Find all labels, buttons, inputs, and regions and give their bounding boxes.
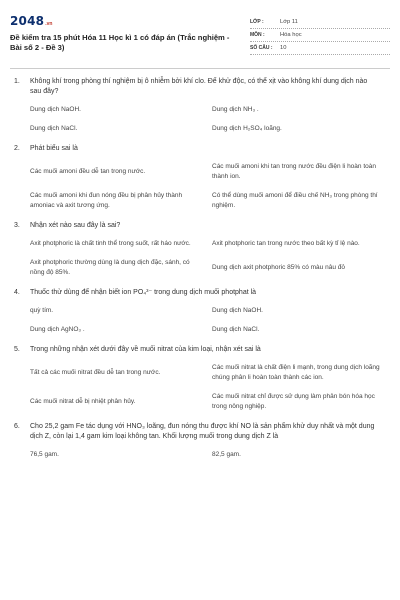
question-text: Trong những nhận xét dưới đây về muối nitrat của kim loại, nhận xét sai là xyxy=(30,346,261,353)
question-list xyxy=(10,69,390,460)
option-text: Dung dịch NaOH. xyxy=(212,307,263,314)
option-text: Dung dịch NaOH. xyxy=(30,106,81,113)
logo-sub: .vn xyxy=(45,21,53,27)
logo[interactable] xyxy=(10,14,235,28)
option-text: 76,5 gam. xyxy=(30,451,59,458)
logo-main: 2048 xyxy=(10,14,45,28)
option-text: Axit photphoric tan trong nước theo bất kỳ tỉ lệ nào. xyxy=(212,240,360,247)
option-a[interactable] xyxy=(30,450,202,460)
option-c[interactable] xyxy=(30,325,202,335)
option-text: Các muối amoni khi tan trong nước đều điện li hoàn toàn thành ion. xyxy=(212,163,376,180)
question xyxy=(10,144,390,211)
option-d[interactable] xyxy=(212,258,384,278)
options xyxy=(10,306,390,335)
info-label: LỚP : xyxy=(250,19,264,25)
info-label: MÔN : xyxy=(250,32,265,38)
question-stem xyxy=(10,345,390,355)
option-a[interactable] xyxy=(30,239,202,249)
header-left xyxy=(10,14,235,62)
info-table xyxy=(250,14,390,62)
option-text: Các muối nitrat dễ bị nhiệt phân hủy. xyxy=(30,398,136,405)
question-text: Không khí trong phòng thí nghiệm bị ô nhiễm bởi khí clo. Để khử độc, có thể xịt vào không khí dung dịch nào sau đây? xyxy=(30,78,368,95)
question-stem xyxy=(10,221,390,231)
question-stem xyxy=(10,422,390,442)
option-b[interactable] xyxy=(212,162,384,182)
option-text: Axit photphoric thường dùng là dung dịch đặc, sánh, có nồng độ 85%. xyxy=(30,259,190,276)
option-text: 82,5 gam. xyxy=(212,451,241,458)
options xyxy=(10,239,390,278)
question xyxy=(10,77,390,134)
option-text: quỳ tím. xyxy=(30,307,54,314)
option-text: Dung dịch NaCl. xyxy=(30,125,78,132)
option-b[interactable] xyxy=(212,450,384,460)
info-row-class xyxy=(250,16,390,29)
option-c[interactable] xyxy=(30,392,202,412)
question-number: 5. xyxy=(14,346,20,353)
question-text: Thuốc thử dùng để nhận biết ion PO₄³⁻ trong dung dịch muối photphat là xyxy=(30,289,257,296)
option-c[interactable] xyxy=(30,191,202,211)
option-d[interactable] xyxy=(212,124,384,134)
info-value: Hóa học xyxy=(280,32,302,38)
option-d[interactable] xyxy=(212,325,384,335)
header xyxy=(10,0,390,62)
question-stem xyxy=(10,77,390,97)
info-value: Lớp 11 xyxy=(280,19,298,25)
info-value: 10 xyxy=(280,45,287,51)
options xyxy=(10,363,390,412)
question-number: 3. xyxy=(14,222,20,229)
option-text: Dung dịch H₂SO₄ loãng. xyxy=(212,125,282,132)
option-a[interactable] xyxy=(30,306,202,316)
question-stem xyxy=(10,144,390,154)
option-text: Dung dịch NaCl. xyxy=(212,326,260,333)
option-b[interactable] xyxy=(212,105,384,115)
option-text: Dung dịch axit photphoric 85% có màu nâu đỏ xyxy=(212,264,345,271)
info-row-subject xyxy=(250,29,390,42)
option-b[interactable] xyxy=(212,239,384,249)
option-c[interactable] xyxy=(30,124,202,134)
options xyxy=(10,162,390,211)
info-row-count xyxy=(250,42,390,55)
option-d[interactable] xyxy=(212,392,384,412)
option-text: Các muối amoni khi đun nóng đều bị phân hủy thành amoniac và axit tương ứng. xyxy=(30,192,183,209)
question-number: 1. xyxy=(14,78,20,85)
option-text: Các muối nitrat là chất điện li mạnh, trong dung dịch loãng chúng phân li hoàn toàn thành các ion. xyxy=(212,364,380,381)
option-text: Axit photphoric là chất tinh thể trong suốt, rất háo nước. xyxy=(30,240,191,247)
question-text: Phát biểu sai là xyxy=(30,145,78,152)
option-a[interactable] xyxy=(30,105,202,115)
question xyxy=(10,288,390,335)
page-title: Đề kiểm tra 15 phút Hóa 11 Học kì 1 có đáp án (Trắc nghiệm - Bài số 2 - Đề 3) xyxy=(10,33,230,52)
option-b[interactable] xyxy=(212,363,384,383)
options xyxy=(10,105,390,134)
option-c[interactable] xyxy=(30,258,202,278)
question-number: 2. xyxy=(14,145,20,152)
question-text: Cho 25,2 gam Fe tác dụng với HNO₃ loãng, đun nóng thu được khí NO là sản phẩm khử duy nhất và một dung dịch Z, còn lại 1,4 gam kim loại không tan. Khối lượng muối trong dung dịch Z là xyxy=(30,423,375,440)
question-number: 4. xyxy=(14,289,20,296)
question-stem xyxy=(10,288,390,298)
option-a[interactable] xyxy=(30,162,202,182)
option-text: Dung dịch NH₃ . xyxy=(212,106,259,113)
question-text: Nhận xét nào sau đây là sai? xyxy=(30,222,121,229)
option-b[interactable] xyxy=(212,306,384,316)
option-text: Các muối nitrat chỉ được sử dụng làm phân bón hóa học trong nông nghiệp. xyxy=(212,393,375,410)
question xyxy=(10,345,390,412)
info-label: SỐ CÂU : xyxy=(250,45,273,51)
option-text: Dung dịch AgNO₃ . xyxy=(30,326,85,333)
option-a[interactable] xyxy=(30,363,202,383)
options xyxy=(10,450,390,460)
question-number: 6. xyxy=(14,423,20,430)
option-text: Các muối amoni đều dễ tan trong nước. xyxy=(30,168,146,175)
option-text: Có thể dùng muối amoni để điều chế NH₃ trong phòng thí nghiệm. xyxy=(212,192,378,209)
question xyxy=(10,221,390,278)
option-text: Tất cả các muối nitrat đều dễ tan trong nước. xyxy=(30,369,161,376)
question xyxy=(10,422,390,460)
option-d[interactable] xyxy=(212,191,384,211)
